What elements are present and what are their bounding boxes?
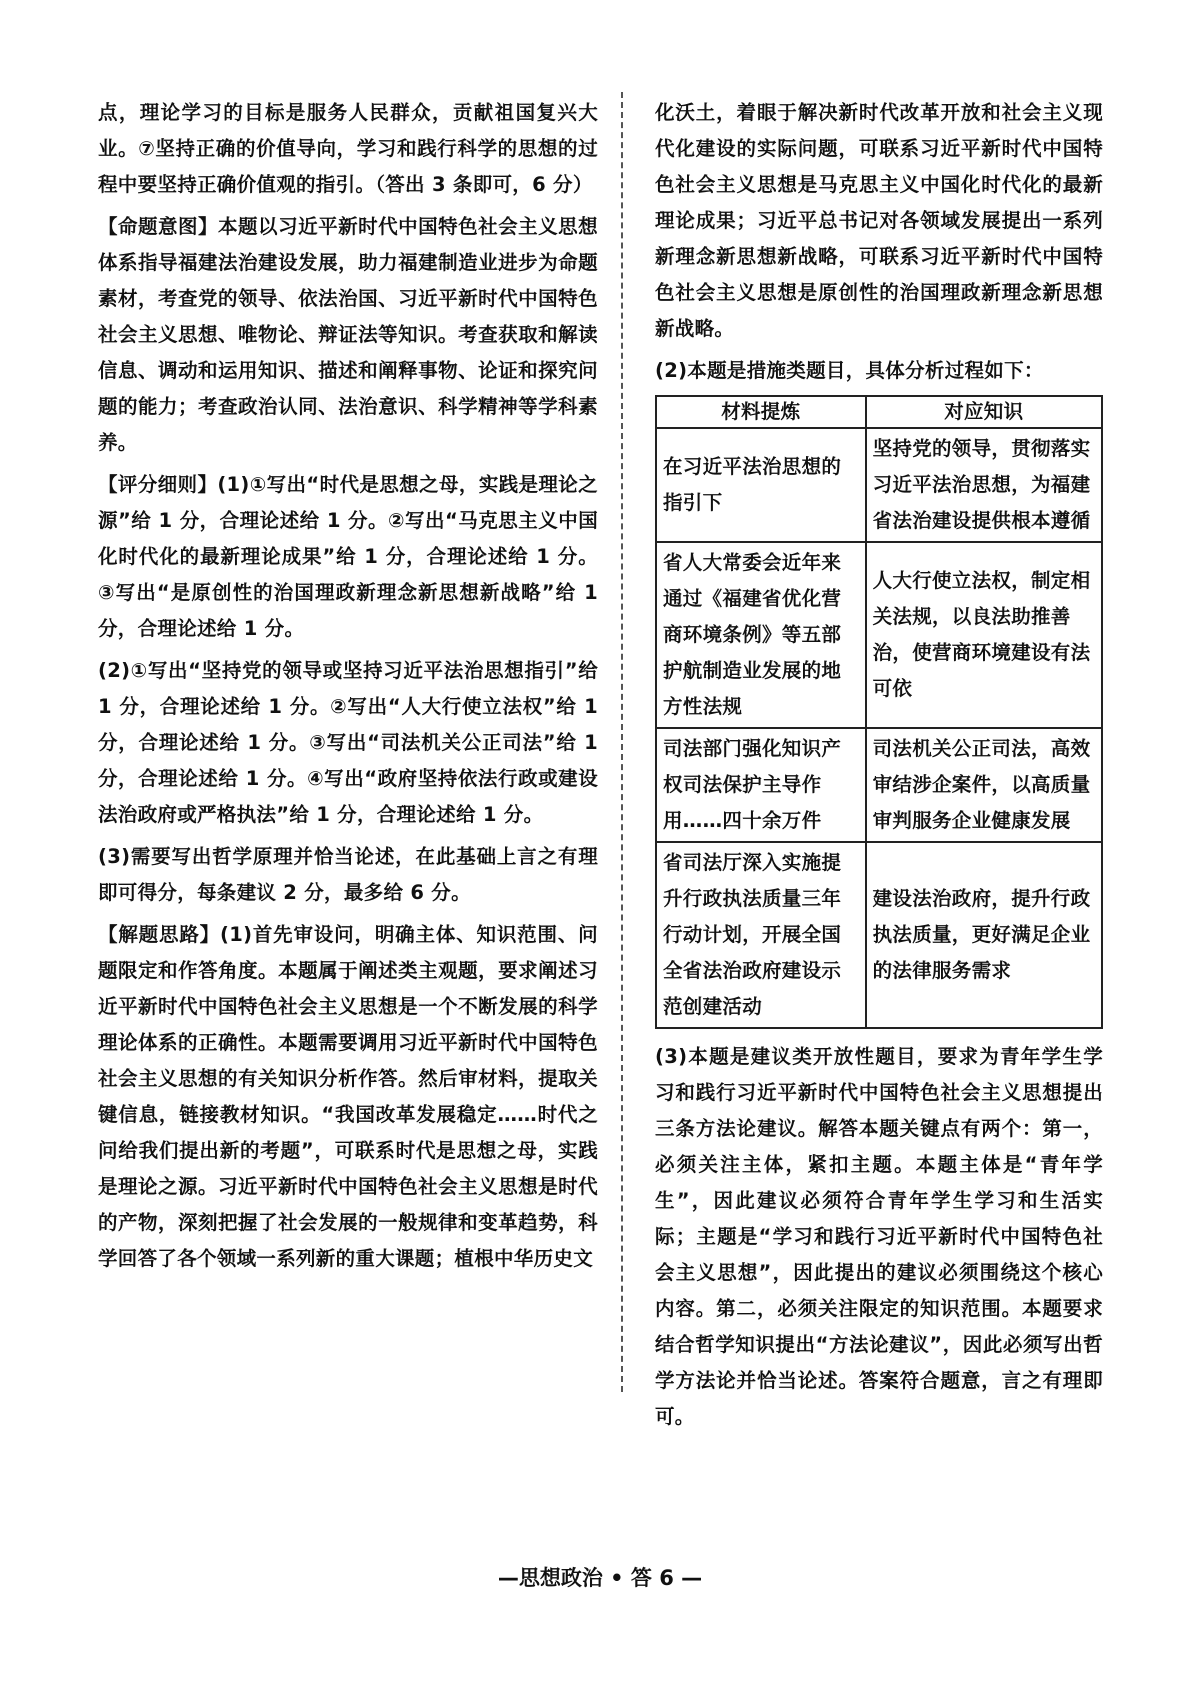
intent-label: 【命题意图】 [98, 215, 219, 238]
table-cell-material: 省司法厅深入实施提升行政执法质量三年行动计划，开展全国全省法治政府建设示范创建活动 [656, 842, 866, 1028]
left-paragraph-1: 点，理论学习的目标是服务人民群众，贡献祖国复兴大业。⑦坚持正确的价值导向，学习和践行科学的思想的过程中要坚持正确价值观的指引。（答出 3 条即可，6 分） [98, 101, 598, 196]
left-paragraph-scoring [98, 467, 598, 647]
table-cell-material: 省人大常委会近年来通过《福建省优化营商环境条例》等五部护航制造业发展的地方性法规 [656, 542, 866, 728]
table-row [656, 428, 1102, 542]
analysis-table [655, 395, 1103, 1029]
table-header-material: 材料提炼 [656, 396, 866, 428]
table-header-row [656, 396, 1102, 428]
table-row [656, 728, 1102, 842]
column-divider [621, 92, 623, 1392]
table-cell-material: 司法部门强化知识产权司法保护主导作用……四十余万件 [656, 728, 866, 842]
left-paragraph-scoring-3: (3)需要写出哲学原理并恰当论述，在此基础上言之有理即可得分，每条建议 2 分，最多给 6 分。 [98, 845, 598, 904]
table-row [656, 842, 1102, 1028]
left-column [98, 95, 598, 1283]
table-cell-material: 在习近平法治思想的指引下 [656, 428, 866, 542]
table-header-knowledge: 对应知识 [866, 396, 1102, 428]
right-column [655, 95, 1103, 1441]
table-row [656, 542, 1102, 728]
table-cell-knowledge: 人大行使立法权，制定相关法规，以良法助推善治，使营商环境建设有法可依 [866, 542, 1102, 728]
left-paragraph-intent [98, 209, 598, 461]
table-cell-knowledge: 建设法治政府，提升行政执法质量，更好满足企业的法律服务需求 [866, 842, 1102, 1028]
left-paragraph-scoring-2: (2)①写出“坚持党的领导或坚持习近平法治思想指引”给 1 分，合理论述给 1 分。②写出“人大行使立法权”给 1 分，合理论述给 1 分。③写出“司法机关公正司法”给 1 分，合理论述给 1 分。④写出“政府坚持依法行政或建设法治政府或严格执法”给 1 分，合理论述给 1 分。 [98, 659, 598, 826]
right-paragraph-3: (3)本题是建议类开放性题目，要求为青年学生学习和践行习近平新时代中国特色社会主义思想提出三条方法论建议。解答本题关键点有两个：第一，必须关注主体，紧扣主题。本题主体是“青年学生”，因此建议必须符合青年学生学习和生活实际；主题是“学习和践行习近平新时代中国特色社会主义思想”，因此提出的建议必须围绕这个核心内容。第二，必须关注限定的知识范围。本题要求结合哲学知识提出“方法论建议”，因此必须写出哲学方法论并恰当论述。答案符合题意，言之有理即可。 [655, 1045, 1103, 1428]
page-footer: —思想政治 • 答 6 — [497, 1566, 703, 1590]
left-paragraph-approach [98, 917, 598, 1277]
approach-label: 【解题思路】 [98, 923, 221, 946]
table-cell-knowledge: 坚持党的领导，贯彻落实习近平法治思想，为福建省法治建设提供根本遵循 [866, 428, 1102, 542]
scoring-text: (1)①写出“时代是思想之母，实践是理论之源”给 1 分，合理论述给 1 分。②写出“马克思主义中国化时代化的最新理论成果”给 1 分，合理论述给 1 分。③写出“是原创性的治国理政新理念新思想新战略”给 1 分，合理论述给 1 分。 [98, 473, 598, 640]
table-cell-knowledge: 司法机关公正司法，高效审结涉企案件，以高质量审判服务企业健康发展 [866, 728, 1102, 842]
right-paragraph-1: 化沃土，着眼于解决新时代改革开放和社会主义现代化建设的实际问题，可联系习近平新时代中国特色社会主义思想是马克思主义中国化时代化的最新理论成果；习近平总书记对各领域发展提出一系列新理念新思想新战略，可联系习近平新时代中国特色社会主义思想是原创性的治国理政新理念新思想新战略。 [655, 101, 1103, 340]
approach-text: (1)首先审设问，明确主体、知识范围、问题限定和作答角度。本题属于阐述类主观题，要求阐述习近平新时代中国特色社会主义思想是一个不断发展的科学理论体系的正确性。本题需要调用习近平新时代中国特色社会主义思想的有关知识分析作答。然后审材料，提取关键信息，链接教材知识。“我国改革发展稳定……时代之问给我们提出新的考题”，可联系时代是思想之母，实践是理论之源。习近平新时代中国特色社会主义思想是时代的产物，深刻把握了社会发展的一般规律和变革趋势，科学回答了各个领域一系列新的重大课题；植根中华历史文 [98, 923, 598, 1270]
right-paragraph-2: (2)本题是措施类题目，具体分析过程如下： [655, 359, 1044, 382]
scoring-label: 【评分细则】 [98, 473, 218, 496]
intent-text: 本题以习近平新时代中国特色社会主义思想体系指导福建法治建设发展，助力福建制造业进步为命题素材，考查党的领导、依法治国、习近平新时代中国特色社会主义思想、唯物论、辩证法等知识。考查获取和解读信息、调动和运用知识、描述和阐释事物、论证和探究问题的能力；考查政治认同、法治意识、科学精神等学科素养。 [98, 215, 598, 454]
